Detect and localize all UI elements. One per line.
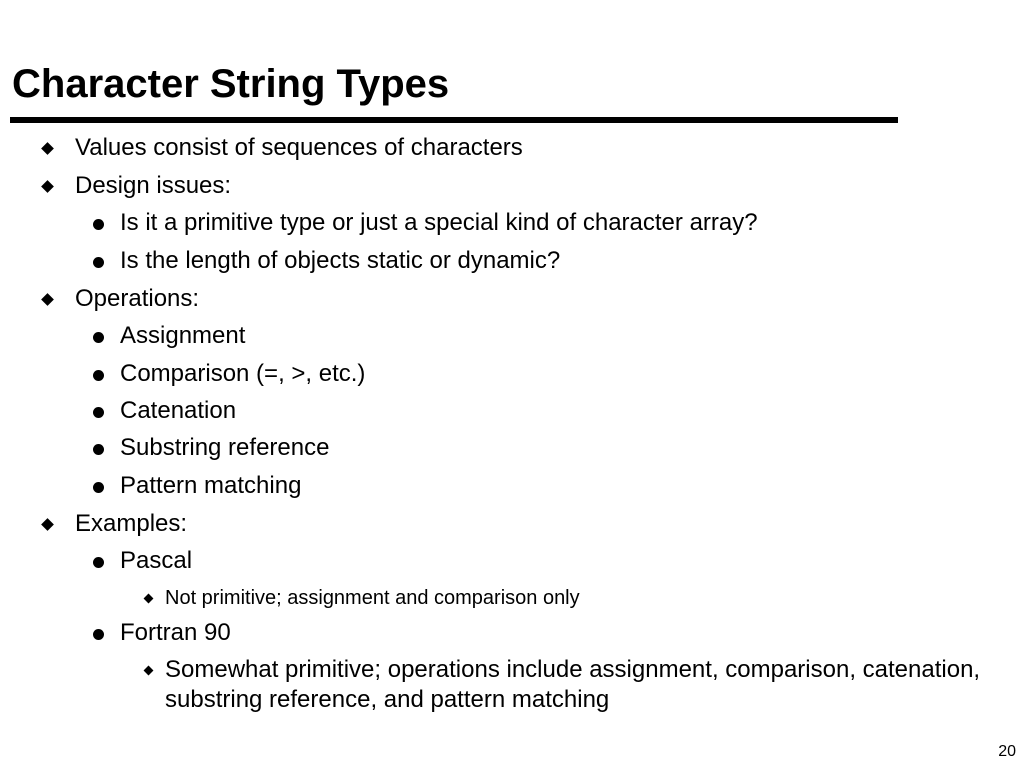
bullet-text: Operations:	[75, 285, 200, 312]
diamond-bullet-icon	[41, 518, 54, 531]
page-number: 20	[998, 743, 1016, 760]
bullet-text: Comparison (=, >, etc.)	[120, 360, 366, 387]
bullet-text: Examples:	[75, 510, 188, 537]
slide-title: Character String Types	[12, 62, 450, 106]
bullet-text: Design issues:	[75, 172, 232, 199]
dot-bullet-icon	[93, 557, 104, 568]
dot-bullet-icon	[93, 482, 104, 493]
bullet-text: Is the length of objects static or dynamic?	[120, 247, 561, 274]
bullet-text: Somewhat primitive; operations include assignment, comparison, catenation, substring reference, and pattern matching	[165, 656, 981, 713]
diamond-bullet-icon	[41, 142, 54, 155]
dot-bullet-icon	[93, 370, 104, 381]
bullet-text: Assignment	[120, 322, 246, 349]
diamond-bullet-icon	[41, 180, 54, 193]
bullet-text: Values consist of sequences of characters	[75, 134, 523, 161]
bullet-text: Not primitive; assignment and comparison only	[165, 587, 580, 609]
dot-bullet-icon	[93, 629, 104, 640]
bullet-text: Is it a primitive type or just a special kind of character array?	[120, 209, 758, 236]
dot-bullet-icon	[93, 257, 104, 268]
dot-bullet-icon	[93, 332, 104, 343]
dot-bullet-icon	[93, 444, 104, 455]
small-diamond-bullet-icon	[144, 666, 154, 676]
dot-bullet-icon	[93, 407, 104, 418]
bullet-text: Pascal	[120, 547, 193, 574]
bullet-text: Pattern matching	[120, 472, 302, 499]
bullet-text: Substring reference	[120, 434, 330, 461]
bullet-text: Fortran 90	[120, 619, 231, 646]
dot-bullet-icon	[93, 219, 104, 230]
diamond-bullet-icon	[41, 293, 54, 306]
bullet-text: Catenation	[120, 397, 237, 424]
small-diamond-bullet-icon	[144, 594, 154, 604]
